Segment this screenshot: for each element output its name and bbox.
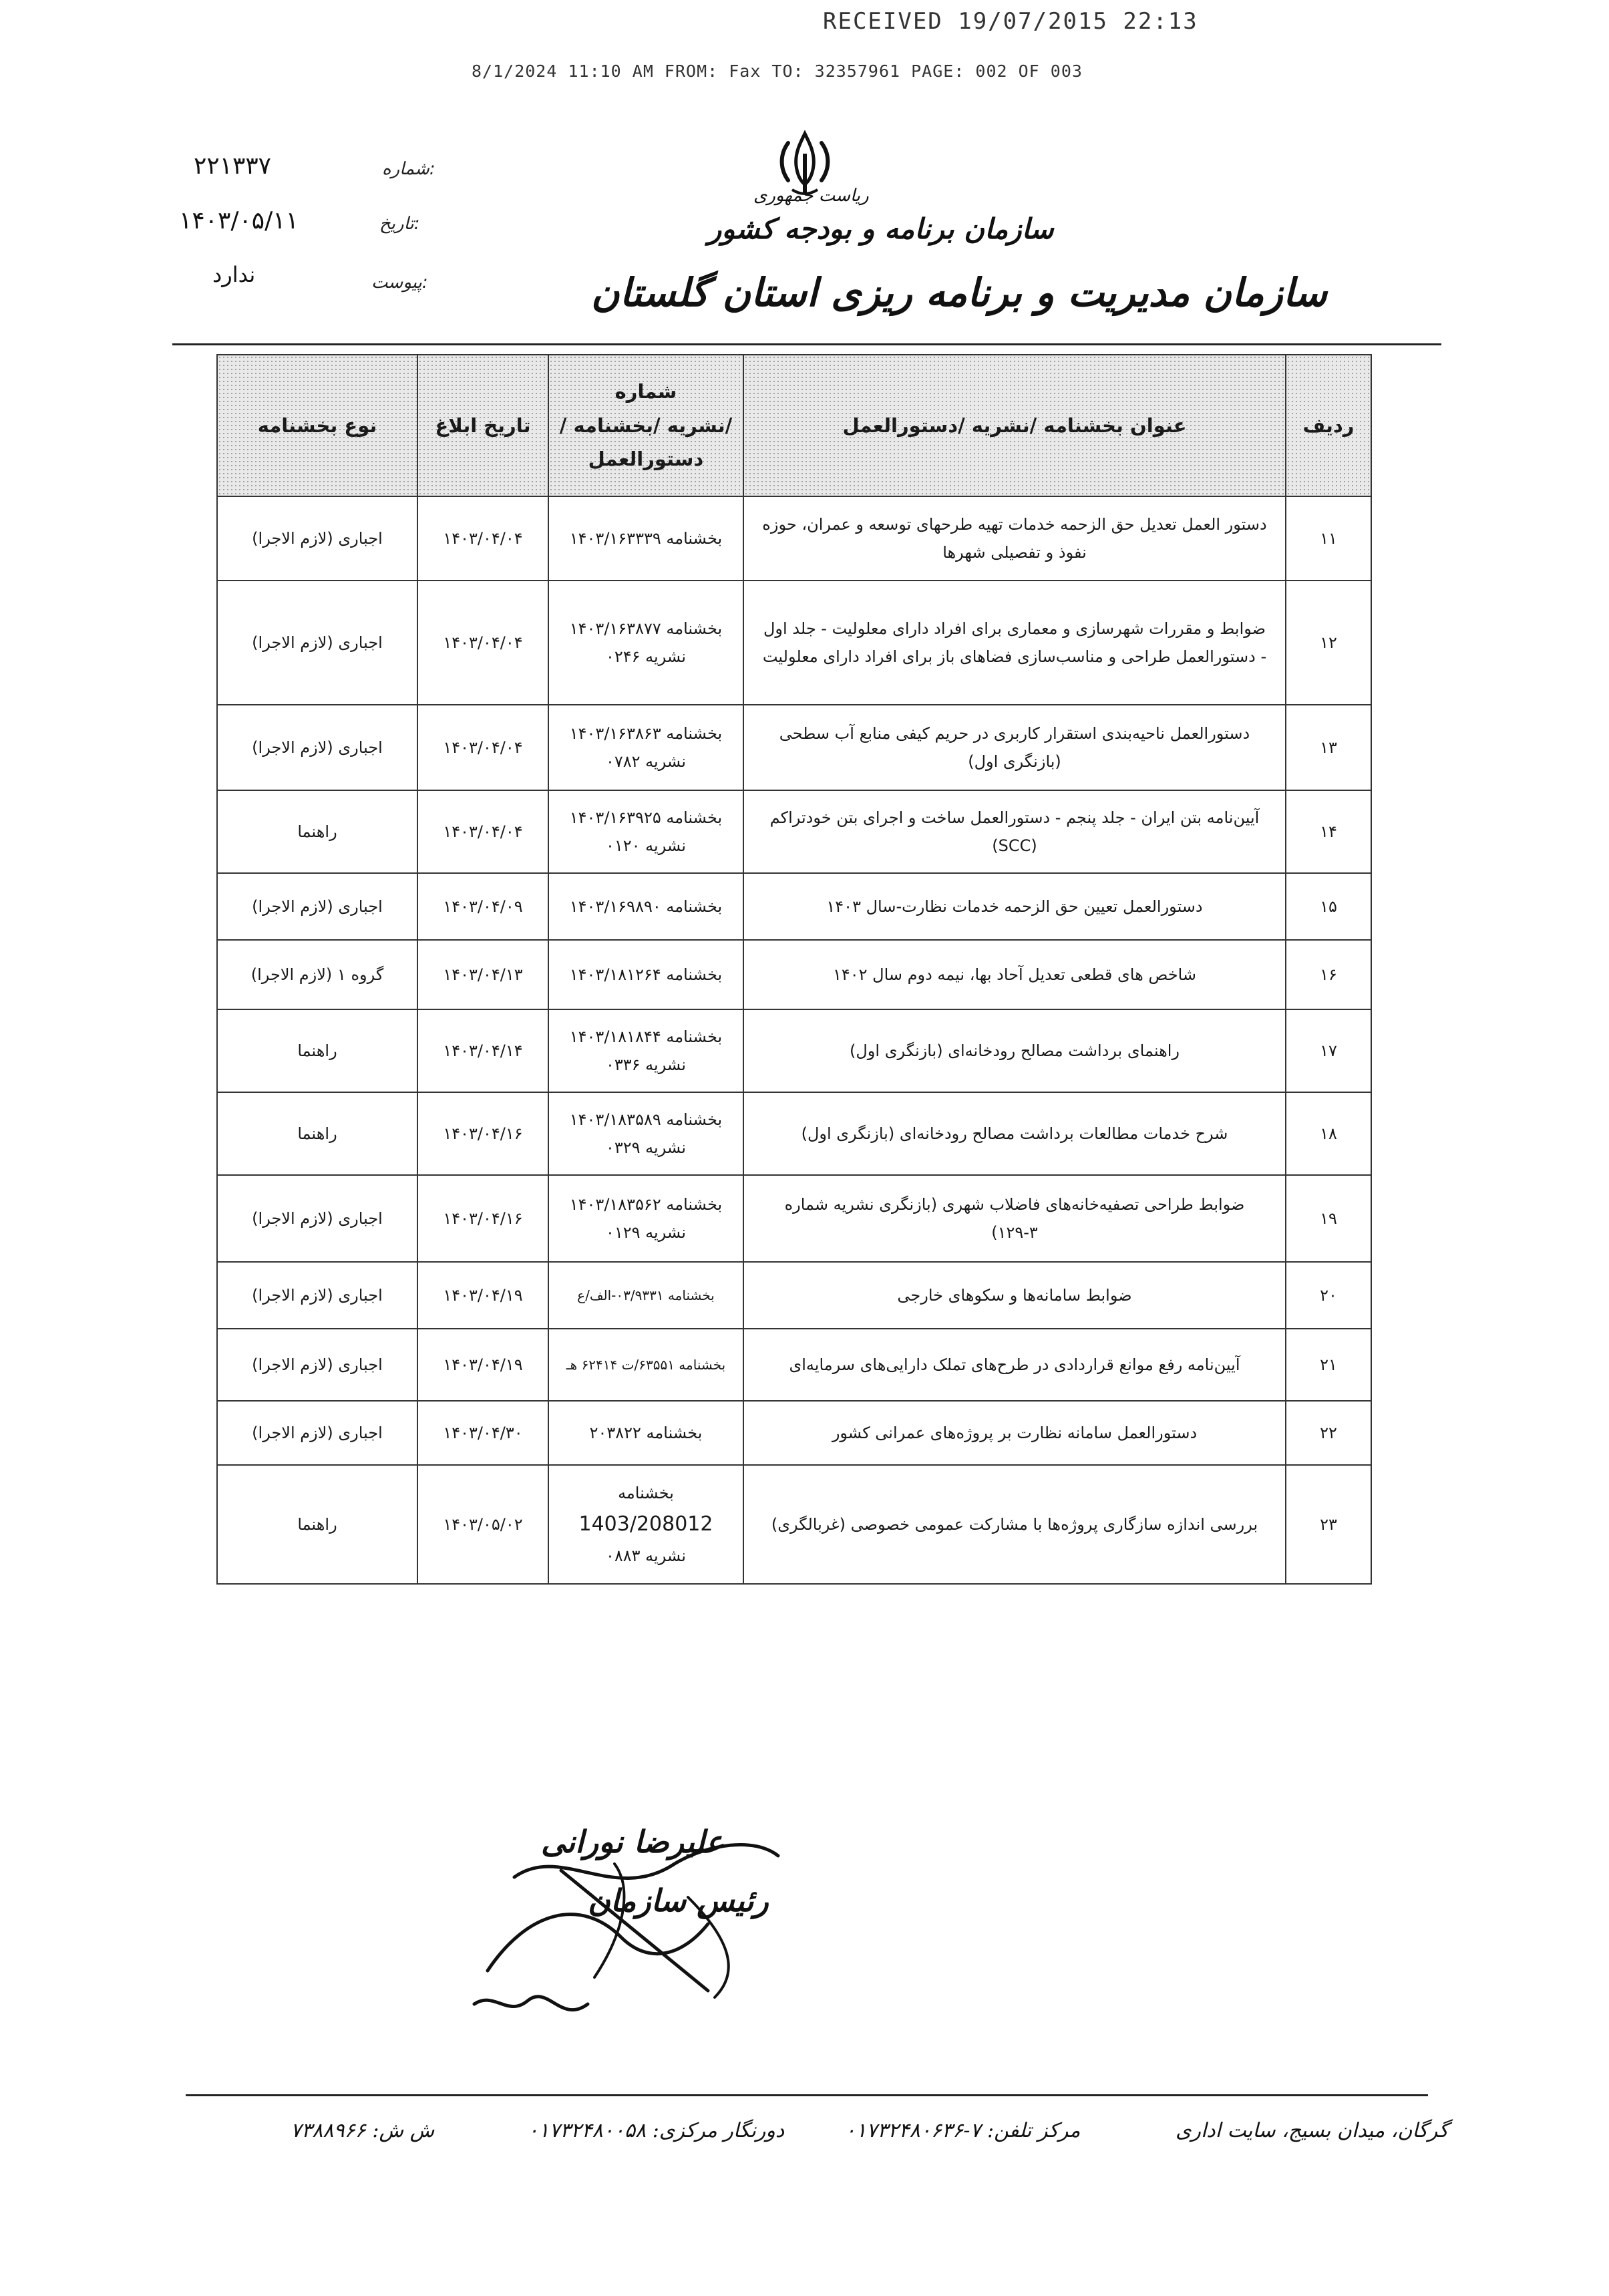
table-row [217,1175,1371,1262]
row-date: ۱۴۰۳/۰۴/۱۴ [417,1009,548,1092]
circular-number: بخشنامه ۱۴۰۳/۱۸۱۸۴۴ [569,1027,723,1046]
signer-title: رئیس سازمان [588,1882,769,1919]
table-row [217,1092,1371,1175]
letter-number: ۲۲۱۳۳۷ [194,152,272,180]
table-row [217,873,1371,940]
circular-number: بخشنامه ۱۴۰۳/۱۸۱۲۶۴ [569,965,723,984]
row-date: ۱۴۰۳/۰۴/۰۹ [417,873,548,940]
table-row [217,1465,1371,1584]
row-type: اجباری (لازم الاجرا) [217,873,417,940]
row-title: دستورالعمل سامانه نظارت بر پروژه‌های عمرانی کشور [743,1401,1286,1465]
row-title: بررسی اندازه سازگاری پروژه‌ها با مشارکت عمومی خصوصی (غربالگری) [743,1465,1286,1584]
row-number: ۱۹ [1286,1175,1371,1262]
row-title: دستور العمل تعدیل حق الزحمه خدمات تهیه طرحهای توسعه و عمران، حوزه نفوذ و تفصیلی شهرها [743,496,1286,581]
publication-number: نشریه ۰۲۴۶ [605,647,687,666]
header-type: نوع بخشنامه [217,355,417,496]
row-number: ۱۴ [1286,790,1371,873]
row-number: ۱۲ [1286,581,1371,705]
table-row [217,1329,1371,1401]
row-title: ضوابط و مقررات شهرسازی و معماری برای افراد دارای معلولیت - جلد اول - دستورالعمل طراحی و مناسب‌سازی فضاهای باز برای افراد دارای معلولیت [743,581,1286,705]
signature-block [394,1804,822,2044]
row-number-cell [548,1175,743,1262]
circular-number: بخشنامه ۰۳/۹۳۳۱-الف/ع [577,1287,715,1303]
attachment-value: ندارد [212,262,256,287]
publication-number: نشریه ۰۳۳۶ [605,1055,687,1074]
row-number: ۲۳ [1286,1465,1371,1584]
row-date: ۱۴۰۳/۰۴/۱۹ [417,1262,548,1329]
row-title: شرح خدمات مطالعات برداشت مصالح رودخانه‌ای (بازنگری اول) [743,1092,1286,1175]
circular-number-label: بخشنامه [618,1483,674,1502]
header-divider [172,343,1441,345]
letter-date: ۱۴۰۳/۰۵/۱۱ [179,207,299,234]
circular-number: بخشنامه ۱۴۰۳/۱۶۳۸۶۳ [569,724,723,743]
circular-number: بخشنامه ۱۴۰۳/۱۶۳۹۲۵ [569,808,723,827]
table-row [217,1009,1371,1092]
table-header-row [217,355,1371,496]
row-date: ۱۴۰۳/۰۴/۱۶ [417,1175,548,1262]
table-row [217,496,1371,581]
row-title: شاخص های قطعی تعدیل آحاد بها، نیمه دوم سال ۱۴۰۲ [743,940,1286,1009]
row-number: ۱۸ [1286,1092,1371,1175]
header-title: عنوان بخشنامه /نشریه /دستورالعمل [743,355,1286,496]
row-number-cell [548,496,743,581]
table-row [217,705,1371,790]
table-row [217,790,1371,873]
row-title: آیین‌نامه رفع موانع قراردادی در طرح‌های تملک دارایی‌های سرمایه‌ای [743,1329,1286,1401]
presidency-title: ریاست جمهوری [753,186,869,206]
table-row [217,581,1371,705]
row-date: ۱۴۰۳/۰۴/۰۴ [417,790,548,873]
row-type: اجباری (لازم الاجرا) [217,581,417,705]
publication-number: نشریه ۰۱۲۰ [605,836,687,855]
fax-received-stamp: RECEIVED 19/07/2015 22:13 [823,8,1198,35]
header-number [548,355,743,496]
header-date: تاریخ ابلاغ [417,355,548,496]
row-title: آیین‌نامه بتن ایران - جلد پنجم - دستورالعمل ساخت و اجرای بتن خودتراکم (SCC) [743,790,1286,873]
row-number-cell [548,873,743,940]
row-number-cell [548,705,743,790]
row-type: گروه ۱ (لازم الاجرا) [217,940,417,1009]
circular-number: بخشنامه ۲۰۳۸۲۲ [589,1424,703,1442]
row-date: ۱۴۰۳/۰۴/۱۳ [417,940,548,1009]
publication-number: نشریه ۰۱۲۹ [605,1223,687,1242]
circular-number: بخشنامه ۱۴۰۳/۱۶۳۸۷۷ [569,619,723,638]
row-number: ۲۱ [1286,1329,1371,1401]
row-number-cell [548,581,743,705]
row-date: ۱۴۰۳/۰۴/۰۴ [417,581,548,705]
circular-number: بخشنامه ۱۴۰۳/۱۸۳۵۶۲ [569,1195,723,1214]
row-type: اجباری (لازم الاجرا) [217,1329,417,1401]
header-row-number: ردیف [1286,355,1371,496]
circulars-table [216,354,1372,1585]
row-number-cell [548,790,743,873]
row-number-cell [548,1092,743,1175]
row-type: اجباری (لازم الاجرا) [217,705,417,790]
row-title: راهنمای برداشت مصالح رودخانه‌ای (بازنگری اول) [743,1009,1286,1092]
attachment-label: پیوست: [371,273,428,293]
publication-number: نشریه ۰۳۲۹ [605,1138,687,1157]
header-number-line1: شماره [614,379,677,403]
row-type: اجباری (لازم الاجرا) [217,496,417,581]
row-number: ۱۱ [1286,496,1371,581]
row-date: ۱۴۰۳/۰۴/۳۰ [417,1401,548,1465]
row-number: ۱۷ [1286,1009,1371,1092]
circular-number: بخشنامه ۱۴۰۳/۱۶۹۸۹۰ [569,897,723,916]
fax-transmission-header: 8/1/2024 11:10 AM FROM: Fax TO: 32357961 PAGE: 002 OF 003 [472,61,1083,81]
row-number-cell [548,1262,743,1329]
row-title: دستورالعمل ناحیه‌بندی استقرار کاربری در حریم کیفی منابع آب سطحی (بازنگری اول) [743,705,1286,790]
provincial-organization-title: سازمان مدیریت و برنامه ریزی استان گلستان [591,270,1327,315]
circular-number: بخشنامه ۶۳۵۵۱/ت ۶۲۴۱۴ هـ [566,1356,726,1373]
row-type: اجباری (لازم الاجرا) [217,1175,417,1262]
signer-name: علیرضا نورانی [541,1824,724,1860]
footer-address: گرگان، میدان بسیج، سایت اداری [1176,2119,1449,2142]
row-type: راهنما [217,1009,417,1092]
row-type: راهنما [217,1092,417,1175]
row-title: ضوابط سامانه‌ها و سکوهای خارجی [743,1262,1286,1329]
publication-number: نشریه ۰۸۸۳ [605,1546,687,1566]
row-number-cell [548,940,743,1009]
row-type: اجباری (لازم الاجرا) [217,1262,417,1329]
row-type: راهنما [217,790,417,873]
row-date: ۱۴۰۳/۰۴/۰۴ [417,705,548,790]
row-number: ۱۳ [1286,705,1371,790]
number-label: شماره: [382,159,435,179]
row-number: ۲۰ [1286,1262,1371,1329]
footer-national-id: ش ش: ۷۳۸۸۹۶۶ [291,2119,435,2142]
footer-phone: مرکز تلفن: ۷-۰۱۷۳۲۴۸۰۶۳۶ [845,2119,1081,2142]
row-number: ۲۲ [1286,1401,1371,1465]
footer-fax: دورنگار مرکزی: ۰۱۷۳۲۴۸۰۰۵۸ [528,2119,785,2142]
row-number: ۱۶ [1286,940,1371,1009]
row-date: ۱۴۰۳/۰۵/۰۲ [417,1465,548,1584]
row-date: ۱۴۰۳/۰۴/۱۶ [417,1092,548,1175]
date-label: تاریخ: [379,214,420,234]
table-row [217,1262,1371,1329]
header-number-line2: /نشریه /بخشنامه / [559,414,733,437]
row-type: راهنما [217,1465,417,1584]
table-row [217,940,1371,1009]
row-title: دستورالعمل تعیین حق الزحمه خدمات نظارت-سال ۱۴۰۳ [743,873,1286,940]
table-row [217,1401,1371,1465]
row-number: ۱۵ [1286,873,1371,940]
row-type: اجباری (لازم الاجرا) [217,1401,417,1465]
row-number-cell [548,1465,743,1584]
circular-number: بخشنامه ۱۴۰۳/۱۸۳۵۸۹ [569,1110,723,1129]
national-organization-title: سازمان برنامه و بودجه کشور [708,212,1054,245]
row-date: ۱۴۰۳/۰۴/۰۴ [417,496,548,581]
row-number-cell [548,1401,743,1465]
row-title: ضوابط طراحی تصفیه‌خانه‌های فاضلاب شهری (بازنگری نشریه شماره ۳-۱۲۹) [743,1175,1286,1262]
row-date: ۱۴۰۳/۰۴/۱۹ [417,1329,548,1401]
row-number-cell [548,1009,743,1092]
footer-divider [186,2094,1428,2096]
header-number-line3: دستورالعمل [588,448,704,471]
circular-number: بخشنامه ۱۴۰۳/۱۶۳۳۳۹ [569,529,723,548]
publication-number: نشریه ۰۷۸۲ [605,752,687,771]
row-number-cell [548,1329,743,1401]
circular-number: 1403/208012 [578,1512,713,1536]
